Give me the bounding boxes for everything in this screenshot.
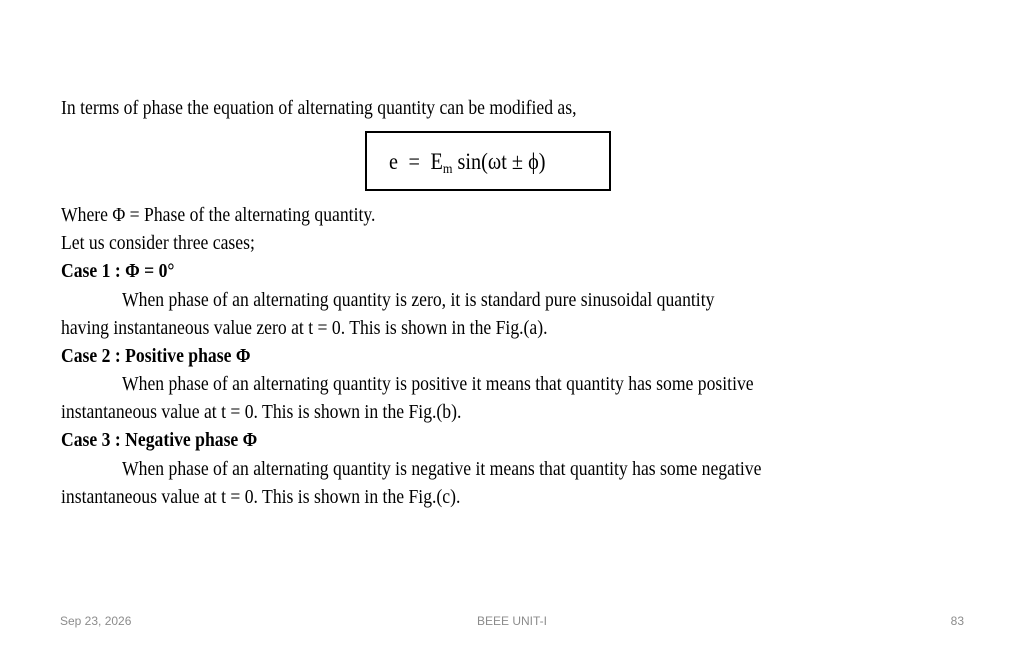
case3-heading: Case 3 : Negative phase Φ — [61, 429, 258, 451]
footer-date: Sep 23, 2026 — [60, 614, 132, 628]
where-line: Where Φ = Phase of the alternating quantity. — [61, 204, 376, 226]
case2-line2: instantaneous value at t = 0. This is shown in the Fig.(b). — [61, 401, 462, 423]
equation — [389, 149, 545, 183]
case3-line2: instantaneous value at t = 0. This is shown in the Fig.(c). — [61, 486, 461, 508]
case2-heading: Case 2 : Positive phase Φ — [61, 345, 251, 367]
equation-amplitude-subscript: m — [442, 162, 453, 177]
equation-equals: = — [408, 149, 420, 174]
case2-line1: When phase of an alternating quantity is positive it means that quantity has some positive — [122, 373, 754, 395]
case1-line2: having instantaneous value zero at t = 0. This is shown in the Fig.(a). — [61, 317, 548, 339]
footer-page-number: 83 — [950, 614, 964, 628]
equation-box — [365, 131, 611, 191]
intro-text: In terms of phase the equation of alternating quantity can be modified as, — [61, 97, 577, 119]
case1-heading: Case 1 : Φ = 0° — [61, 260, 175, 282]
equation-amplitude: E — [430, 149, 443, 174]
case3-line1: When phase of an alternating quantity is negative it means that quantity has some negative — [122, 458, 762, 480]
cases-intro: Let us consider three cases; — [61, 232, 255, 254]
equation-lhs: e — [389, 149, 398, 174]
case1-line1: When phase of an alternating quantity is zero, it is standard pure sinusoidal quantity — [122, 289, 715, 311]
footer-title: BEEE UNIT-I — [477, 614, 548, 628]
equation-rhs: sin(ωt ± ϕ) — [457, 149, 546, 174]
